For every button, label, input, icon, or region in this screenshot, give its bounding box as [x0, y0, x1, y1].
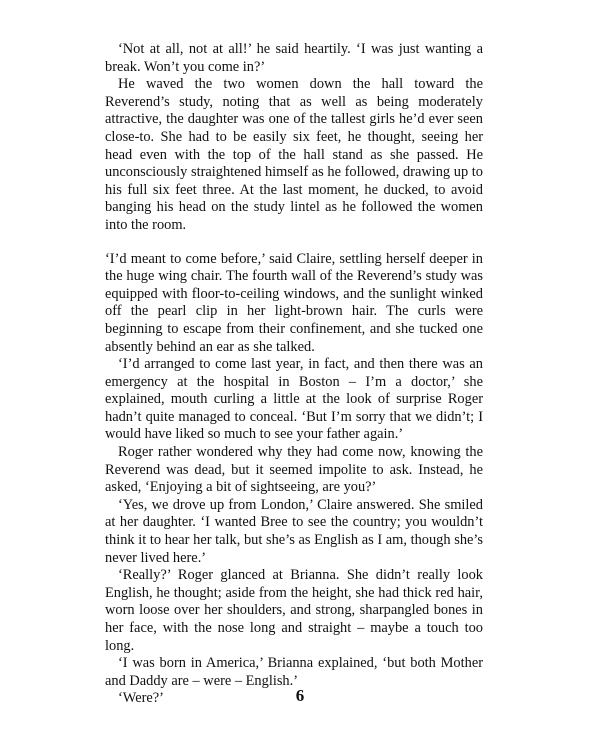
paragraph: ‘I was born in America,’ Brianna explained, ‘but both Mother and Daddy are – were – English.’ — [105, 655, 483, 689]
paragraph: Roger rather wondered why they had come now, knowing the Reverend was dead, but it seemed impolite to ask. Instead, he asked, ‘Enjoying a bit of sightseeing, are you?’ — [105, 444, 483, 496]
page-number: 6 — [295, 686, 305, 705]
paragraph: ‘Yes, we drove up from London,’ Claire answered. She smiled at her daughter. ‘I wanted Bree to see the country; you wouldn’t think it to hear her talk, but she’s as English as I am, though she’s never lived here.’ — [105, 496, 483, 566]
paragraph: ‘I’d meant to come before,’ said Claire, settling herself deeper in the huge wing chair. The fourth wall of the Reverend’s study was equipped with floor-to-ceiling windows, and the sunlight winked off the pearl clip in her light-brown hair. The curls were beginning to escape from their confinement, and she tucked one absently behind an ear as she talked. — [105, 250, 483, 355]
paragraph: ‘Really?’ Roger glanced at Brianna. She didn’t really look English, he thought; aside from the height, she had thick red hair, worn loose over her shoulders, and strong, sharpangled bones in her face, with the nose long and straight – maybe a touch too long. — [105, 567, 483, 654]
book-page — [105, 41, 483, 708]
paragraph: ‘Were?’ — [118, 690, 164, 707]
paragraph: ‘Not at all, not at all!’ he said heartily. ‘I was just wanting a break. Won’t you come in?’ — [105, 41, 483, 75]
body-text — [105, 41, 483, 708]
paragraph: ‘I’d arranged to come last year, in fact, and then there was an emergency at the hospital in Boston – I’m a doctor,’ she explained, mouth curling a little at the look of surprise Roger hadn’t quite managed to conceal. ‘But I’m sorry that we didn’t; I would have liked so much to see your father again.’ — [105, 356, 483, 443]
paragraph: He waved the two women down the hall toward the Reverend’s study, noting that as well as being moderately attractive, the daughter was one of the tallest girls he’d ever seen close-to. She had to be easily six feet, he thought, seeing her head even with the top of the hall stand as she passed. He unconsciously straightened himself as he followed, drawing up to his full six feet three. At the last moment, he ducked, to avoid banging his head on the study lintel as he followed the women into the room. — [105, 76, 483, 233]
